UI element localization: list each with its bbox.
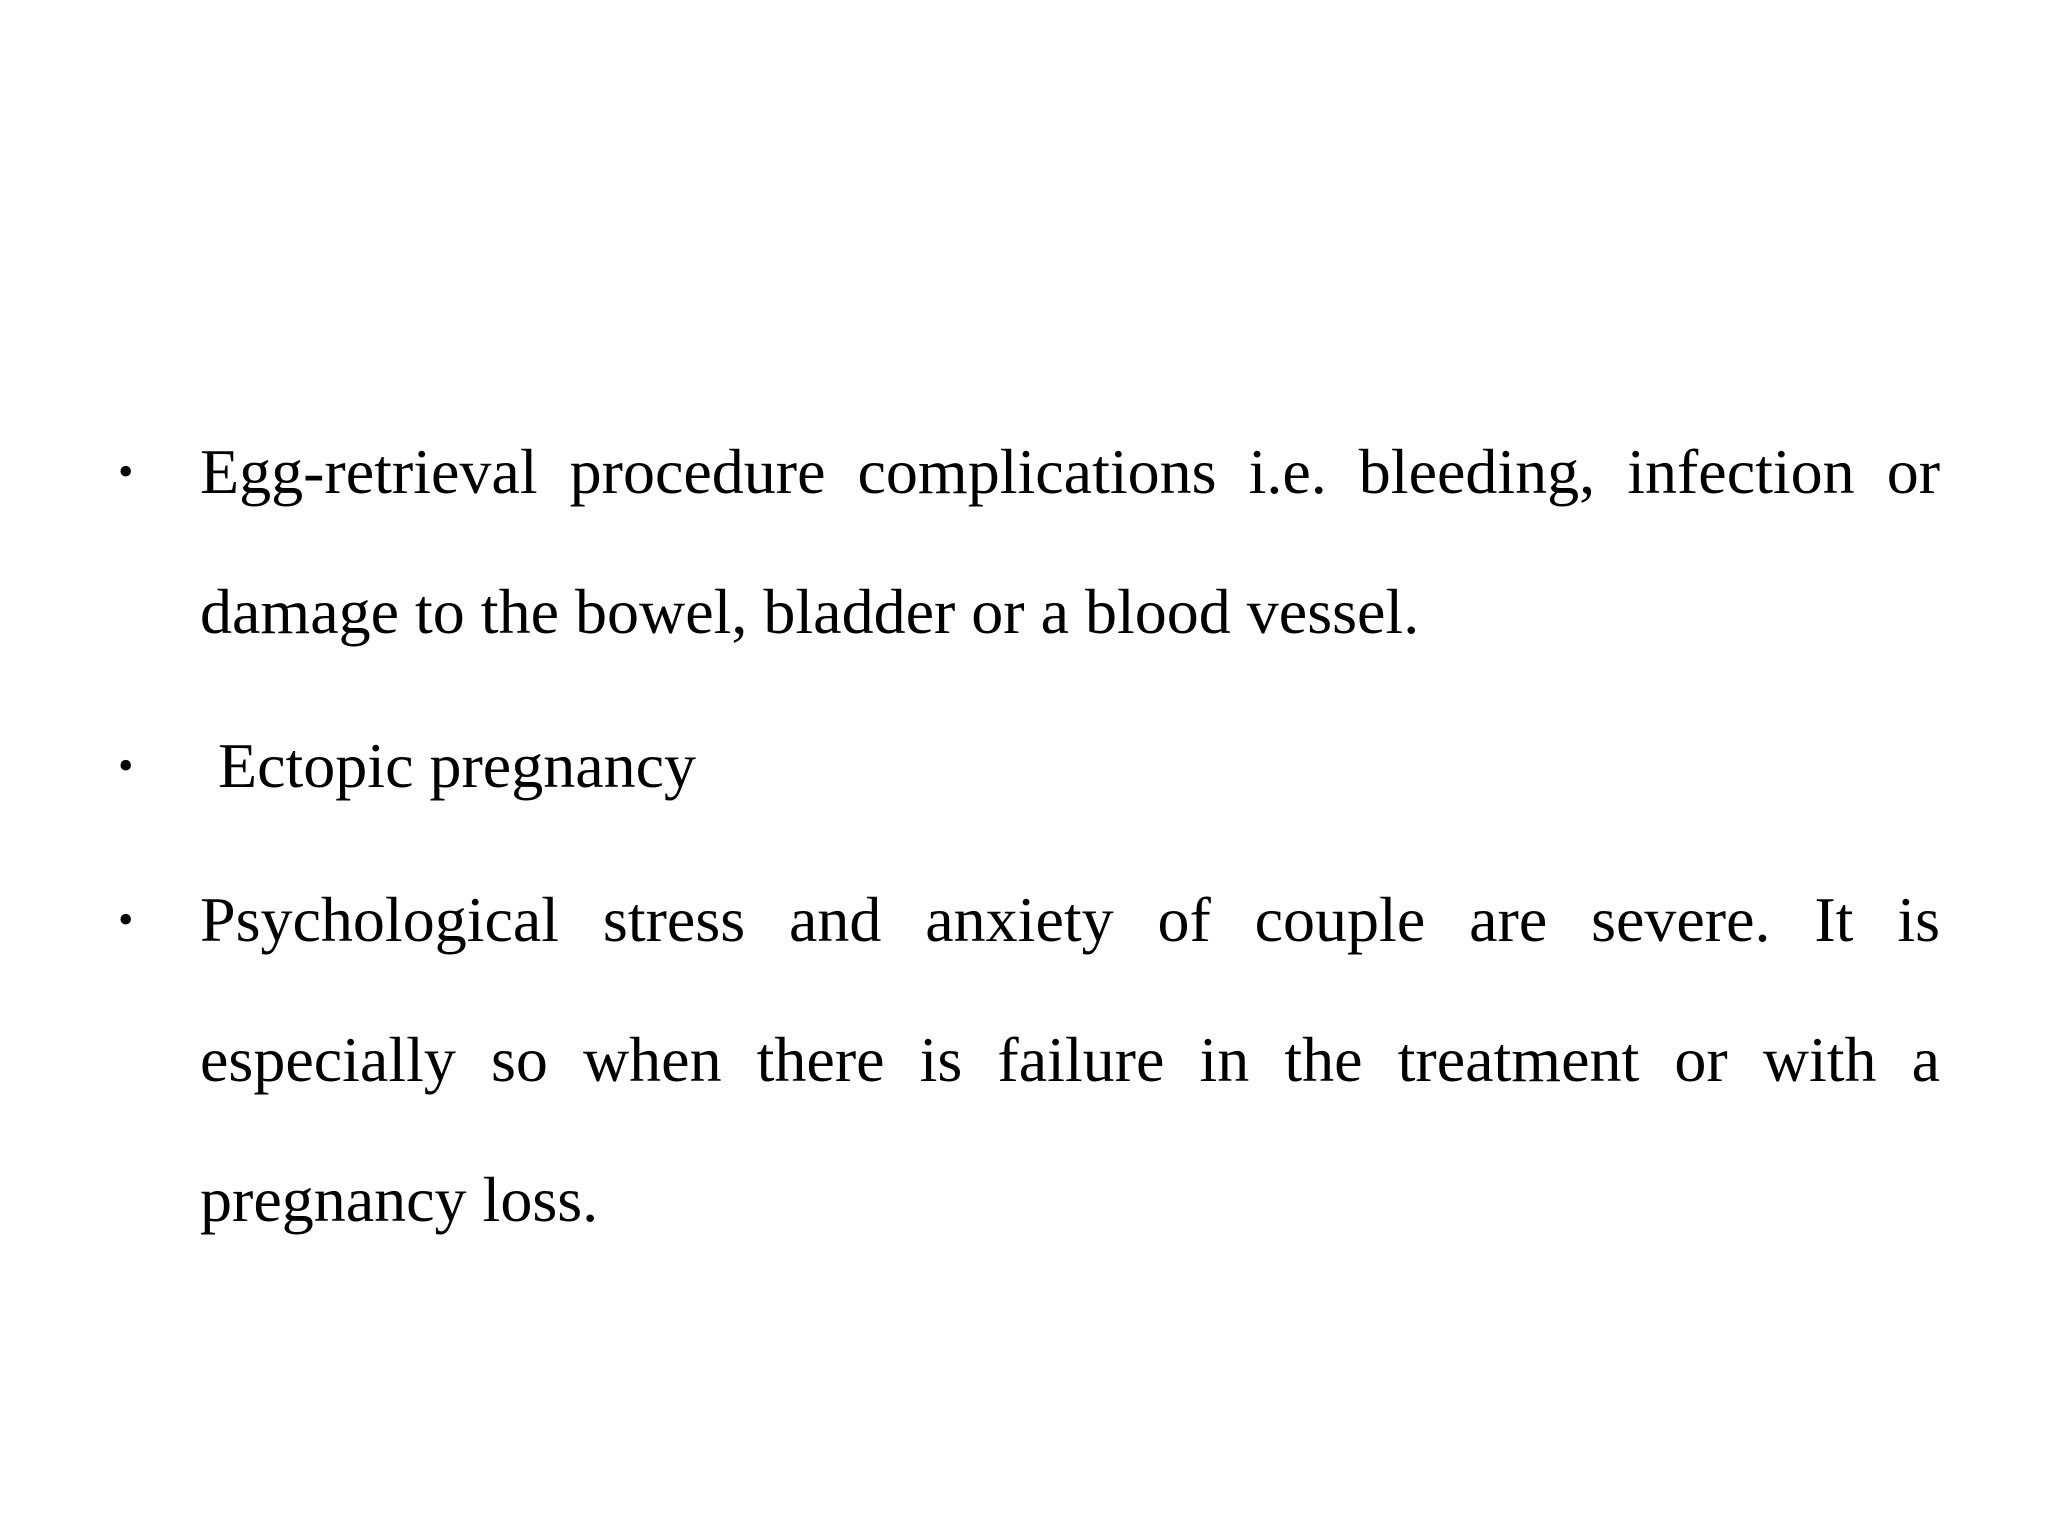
bullet-marker: •: [118, 895, 134, 944]
bullet-item-ectopic-pregnancy: [118, 696, 1940, 836]
bullet-item-psychological-stress: [118, 850, 1940, 1270]
bullet-text: Ectopic pregnancy: [218, 730, 696, 801]
bullet-marker: •: [118, 741, 134, 790]
bullet-list: [118, 402, 1940, 1270]
bullet-text: Psychological stress and anxiety of couple are severe. It is especially so when there is failure in the treatment or with a pregnancy loss.: [200, 884, 1940, 1235]
bullet-marker: •: [118, 447, 134, 496]
bullet-item-egg-retrieval-complications: [118, 402, 1940, 682]
bullet-text: Egg-retrieval procedure complications i.e. bleeding, infection or damage to the bowel, bladder or a blood vessel.: [200, 436, 1940, 647]
